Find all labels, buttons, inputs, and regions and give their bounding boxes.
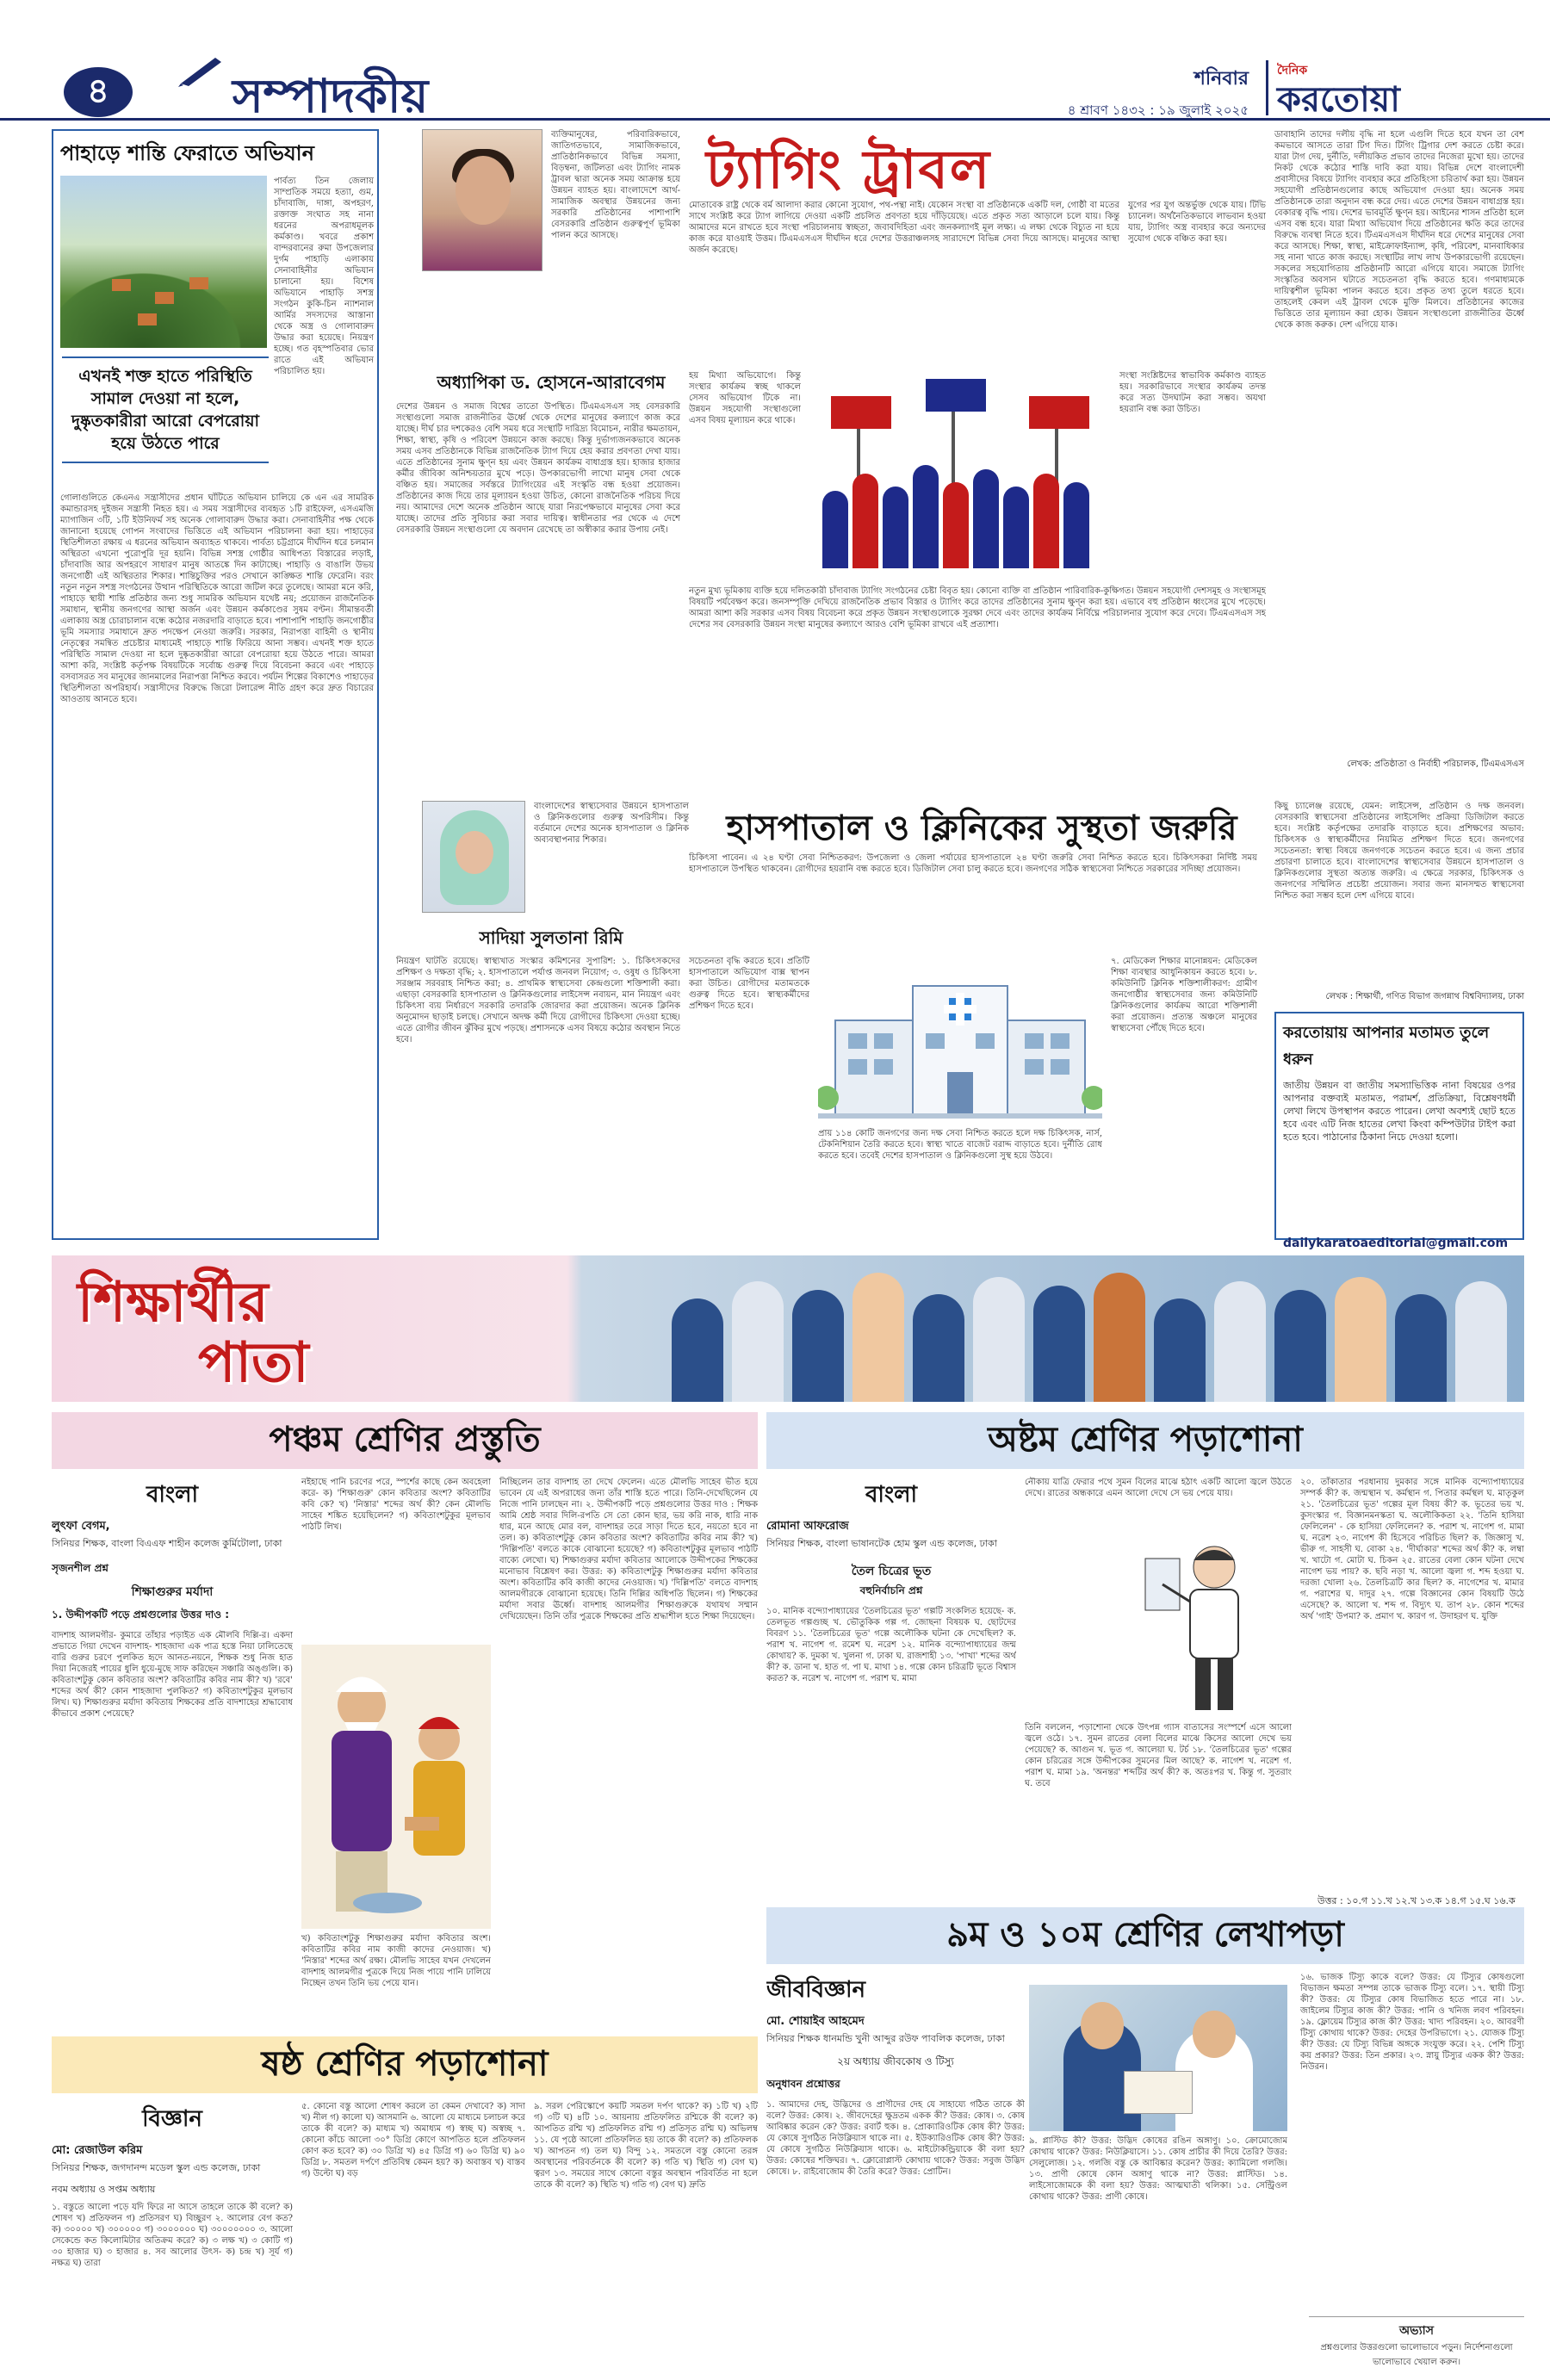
sidebar-text-body: গোলাগুলিতে কেএনএ সন্ত্রাসীদের প্রধান ঘাঁটিতে অভিযান চালিয়ে কে এন এর সামরিক কমান্ডারসহ দুইজন সন্ত্রাসী নিহত হয়। এ সময় সন্ত্রাসীদের ব্যবহৃত ১টি রাইফেল, এসএমজি ম্যাগাজিন ৩টি, ১টি ইউনিফর্ম সহ অনেক গোলাবারুদ উদ্ধার করা। সেনাবাহিনীর পক্ষ থেকে জানানো হয়েছে গোপন সংবাদের ভিত্তিতে এই অভিযান পরিচালনা করা হয়। পাহাড়ের স্থিতিশীলতা রক্ষায় এ ধরনের অভিযান অব্যাহত থাকবে। পার্বত্য চট্টগ্রামে দীর্ঘদিন ধরে চলমান অস্থিরতা এখনো পুরোপুরি দূর হয়নি। বিভিন্ন সশস্ত্র গোষ্ঠীর আধিপত্য বিস্তারের লড়াই, চাঁদাবাজি আর অপহরণে সাধারণ মানুষ আতঙ্কে দিন কাটাচ্ছে। পাহাড়ি ও বাঙালি উভয় জনগোষ্ঠী এই অস্থিরতার শিকার। শান্তিচুক্তির পরও সেখানে কাঙ্ক্ষিত শান্তি ফেরেনি। বরং নতুন নতুন সশস্ত্র সংগঠনের উত্থান পরিস্থিতিকে আরো জটিল করে তুলেছে। আমরা মনে করি, পাহাড়ে স্থায়ী শান্তি প্রতিষ্ঠার জন্য শুধু সামরিক অভিযান যথেষ্ট নয়; প্রয়োজন রাজনৈতিক সমাধান, স্থানীয় জনগণের আস্থা অর্জন এবং উন্নয়ন কর্মকাণ্ডের সুষম বণ্টন। সীমান্তবর্তী এলাকায় অস্ত্র চোরাচালান বন্ধে কঠোর নজরদারি বাড়াতে হবে। পাশাপাশি পাহাড়ি জনগোষ্ঠীর ভূমি সমস্যার সমাধানে দ্রুত পদক্ষেপ নেওয়া জরুরি। সরকার, নিরাপত্তা বাহিনী ও স্থানীয় নেতৃত্বের সমন্বিত প্রচেষ্টার মাধ্যমেই পাহাড়ে শান্তি ফিরিয়ে আনা সম্ভব। এখনই শক্ত হাতে পরিস্থিতি সামাল দেওয়া না হলে দুষ্কৃতকারীরা আরো বেপরোয়া হয়ে উঠতে পারে। আমরা আশা করি, সংশ্লিষ্ট কর্তৃপক্ষ বিষয়টিকে সর্বোচ্চ গুরুত্ব দিয়ে বিবেচনা করবে এবং পাহাড়ে বসবাসরত সব মানুষের জানমালের নিরাপত্তা নিশ্চিত করবে। পর্যটন শিল্পের বিকাশেও পাহাড়ের স্থিতিশীলতা অপরিহার্য। সন্ত্রাসীদের বিরুদ্ধে জিরো টলারেন্স নীতি গ্রহণ করে দ্রুত বিচারের আওতায় আনতে হবে। <box>60 493 374 704</box>
class5-lesson-title: শিক্ষাগুরুর মর্যাদা <box>131 1585 214 1599</box>
author-photo-1 <box>422 129 542 271</box>
editorial-2-right-column: কিছু চ্যালেঞ্জ রয়েছে, যেমন: লাইসেন্স, প্রতিষ্ঠান ও দক্ষ জনবল। বেসরকারি স্বাস্থ্যসেবা প্রতিষ্ঠানের লাইসেন্সিং প্রক্রিয়া ডিজিটাল করতে হবে। সংশ্লিষ্ট কর্তৃপক্ষের তদারকি বাড়াতে হবে। প্রশিক্ষণের অভাব: চিকিৎসক ও স্বাস্থ্যকর্মীদের নিয়মিত প্রশিক্ষণ দিতে হবে। জনগণের সচেতনতা: স্বাস্থ্য বিষয়ে জনগণকে সচেতন করতে হবে। এ জন্য প্রচার প্রচারণা চালাতে হবে। বাংলাদেশের স্বাস্থ্যসেবার উন্নয়নে হাসপাতাল ও ক্লিনিকগুলোর সুস্থতা অত্যন্ত জরুরি। এ ক্ষেত্রে সরকার, চিকিৎসক ও জনগণের সম্মিলিত প্রচেষ্টা প্রয়োজন। সবার জন্য মানসম্মত স্বাস্থ্যসেবা নিশ্চিত করা সম্ভব হলে দেশ এগিয়ে যাবে। <box>1274 802 1524 901</box>
sidebar-text-column: পার্বত্য তিন জেলায় সাম্প্রতিক সময়ে হত্যা, গুম, চাঁদাবাজি, দাঙ্গা, অপহরণ, রক্তাক্ত সংঘাত সহ নানা ধরনের অপরাধমূলক কর্মকাণ্ড। খবরে প্রকাশ বান্দরবানের রুমা উপজেলার দুর্গম পাহাড়ি এলাকায় সেনাবাহিনীর অভিযান চালানো হয়। বিশেষ অভিযানে পাহাড়ি সশস্ত্র সংগঠন কুকি-চিন ন্যাশনাল আর্মির সদস্যদের আস্তানা থেকে অস্ত্র ও গোলাবারুদ উদ্ধার করা হয়েছে। নিয়ন্ত্রণ হচ্ছে। গত বৃহস্পতিবার ভোর রাতে এই অভিযান পরিচালিত হয়। <box>274 177 374 376</box>
opinion-email-link[interactable]: dailykaratoaeditorial@gmail.com <box>1283 1236 1509 1250</box>
sidebar-pull-quote: এখনই শক্ত হাতে পরিস্থিতি সামাল দেওয়া না হলে, দুষ্কৃতকারীরা আরো বেপরোয়া হয়ে উঠতে পারে <box>62 356 269 463</box>
class8-column-3: ২০. তাঁকাতার পরধানায় দুমকার সঙ্গে মানিক বন্দ্যোপাধ্যায়ের সম্পর্ক কী? ক. জন্মস্থান খ. কর্মস্থান গ. পিতার কর্মস্থল ঘ. মাতৃকুল ২১. 'তৈলচিত্রের ভূত' গল্পের মূল বিষয় কী? ক. ভূতের ভয় খ. কুসংস্কার গ. বিজ্ঞানমনস্কতা ঘ. অলৌকিকতা ২২. 'তিনি হাসিয়া ফেলিলেন' - কে হাসিয়া ফেলিলেন? ক. পরাশ খ. নাগেশ গ. মামা ঘ. নরেশ ২৩. নাগেশ কী হিসেবে পরিচিত ছিল? ক. জিজ্ঞাসু খ. ভীরু গ. সাহসী ঘ. বোকা ২৪. 'দীর্ঘাকার' শব্দের অর্থ কী? ক. লম্বা খ. খাটো গ. মোটা ঘ. চিকন ২৫. রাতের বেলা কোন ঘটনা দেখে নাগেশ ভয় পায়? ক. ছবি নড়া খ. আলো জ্বলা গ. শব্দ হওয়া ঘ. দরজা খোলা ২৬. তৈলচিত্রটি কার ছিল? ক. নাগেশের খ. মামার গ. পরাশের ঘ. দাদুর ২৭. গল্পে বিজ্ঞানের কোন বিষয়টি উঠে এসেছে? ক. আলো খ. শব্দ গ. বিদ্যুৎ ঘ. তাপ ২৮. কোন শব্দের অর্থ 'গাই' উপমা? ক. প্রমাণ খ. কারণ গ. উদাহরণ ঘ. যুক্তি <box>1300 1478 1524 1621</box>
class8-author: রোমানা আফরোজ <box>766 1520 849 1533</box>
sidebar-headline: পাহাড়ে শান্তি ফেরাতে অভিযান <box>60 141 314 165</box>
editorial-2-signature: লেখক : শিক্ষার্থী, গণিত বিভাগ জগন্নাথ বিশ্ববিদ্যালয়, ঢাকা <box>1325 992 1524 1001</box>
class6-lesson: নবম অধ্যায় ও সপ্তম অধ্যায় <box>52 2184 156 2195</box>
editorial-1-text-b: দেশের উন্নয়ন ও সমাজ বিশ্বের তাতো উপস্থিত। টিএমএসএস সহ বেসরকারি সংস্থাগুলো সমাজ রাজনীতির ঊর্ধ্বে থেকে দেশের মানুষের কল্যাণে কাজ করে যাচ্ছে। দীর্ঘ চার দশকেরও বেশি সময় ধরে সংস্থাটি দারিদ্র্য বিমোচন, নারীর ক্ষমতায়ন, শিক্ষা, স্বাস্থ্য, কৃষি ও পরিবেশ উন্নয়নে কাজ করছে। কিন্তু দুর্ভাগ্যজনকভাবে অনেক সময় এসব প্রতিষ্ঠানকে বিভিন্ন রাজনৈতিক ট্যাগ দিয়ে হেয় করার প্রবণতা দেখা যায়। এতে প্রতিষ্ঠানের সুনাম ক্ষুণ্ন হয় এবং উন্নয়ন কার্যক্রম বাধাগ্রস্ত হয়। হাজার হাজার কর্মীর জীবিকা অনিশ্চয়তার মুখে পড়ে। উপকারভোগী লাখো মানুষ সেবা থেকে বঞ্চিত হয়। সমাজের সর্বস্তরে ট্যাগিংয়ের এই সংস্কৃতি বন্ধ হওয়া প্রয়োজন। প্রতিষ্ঠানের কাজ দিয়ে তার মূল্যায়ন হওয়া উচিত, কোনো রাজনৈতিক পরিচয় দিয়ে নয়। আমাদের দেশে অনেক প্রতিষ্ঠান আছে যারা নিরপেক্ষভাবে মানুষের সেবা করে যাচ্ছে। তাদের প্রতি সুবিচার করা সবার দায়িত্ব। স্বাধীনতার পর থেকে এ দেশে বেসরকারি উন্নয়ন সংস্থাগুলো যে অবদান রেখেছে তা অস্বীকার করার উপায় নেই। <box>396 402 680 535</box>
editorial-1-text-d: যুগের পর যুগ অন্তর্ভুক্ত থেকে যায়। টিভি চ্যানেল। অর্থনৈতিকভাবে লাভবান হওয়া যায়, ট্যাগিং অস্ত্র ব্যবহার করে অন্যদের সুযোগ থেকে বঞ্চিত করা হয়। <box>1128 201 1266 244</box>
class9-column-1 <box>766 1972 1025 2368</box>
editorial-1-text-a: ব্যক্তিমানুষের, পরিবারিকভাবে, জাতিগতভাবে, সামাজিকভাবে, প্রাতিষ্ঠানিকভাবে বিভিন্ন সমস্যা, বিড়ম্বনা, জটিলতা এবং ট্যাগিং নামক ট্রাবল দ্বারা অনেক সময় আক্রান্ত হয়ে উন্নয়ন ব্যাহত হয়। বাংলাদেশে আর্থ-সামাজিক অবস্থার উন্নয়নের জন্য সরকারি প্রতিষ্ঠানের পাশাপাশি বেসরকারি প্রতিষ্ঠান গুরুত্বপূর্ণ ভূমিকা পালন করে আসছে। <box>551 130 680 240</box>
section-title: সম্পাদকীয় <box>232 68 429 123</box>
class5-column-2-top: নইহাছে পানি চরণের পরে, স্পর্শের কাছে কেন অবহেলা করে- ক) 'শিক্ষাগুরু' কোন কবিতার অংশ? কবিতাটির কবি কে? খ) 'নিস্তার' শব্দের অর্থ কী? কেন মৌলভি সাহেব শঙ্কিত হয়েছিলেন? গ) কবিতাংশটুকুর মূলভাব পাঠটি লিখ। <box>301 1478 491 1532</box>
class6-subject: বিজ্ঞান <box>142 2106 202 2132</box>
hill-landscape-photo <box>60 176 267 348</box>
class5-column-1-text: বাদশাহ আলমগীর- কুমারে তাঁহার পড়াইত এক মৌলবি দিল্লি-র। একদা প্রভাতে গিয়া দেখেন বাদশাহ- শাহজাদা এক পাত্র হস্তে নিয়া ঢালিতেছে বারি গুরুর চরণে পুলকিত হৃদে আনত-নয়নে, শিক্ষক শুধু নিজ হাত দিয়া নিজেরই পায়ের ধুলি ধুয়ে-মুছে সাফ করিছেন সঞ্চারি অঙ্গুলি। ক) কবিতাংশটুকু কোন কবিতার অংশ? কবিতাটির কবির নাম কী? খ) 'রবে' শব্দের অর্থ কী? কোন শাহজাদা পুলকিত? গ) কবিতাংশটুকুর মূলভাব লিখ। ঘ) শিক্ষাগুরুর মর্যাদা কবিতায় শিক্ষকের প্রতি বাদশাহের শ্রদ্ধাবোধ কীভাবে প্রকাশ পেয়েছে? <box>52 1631 293 1719</box>
editorial-2-text-a: বাংলাদেশের স্বাস্থ্যসেবার উন্নয়নে হাসপাতাল ও ক্লিনিকগুলোর গুরুত্ব অপরিসীম। কিন্তু বর্তমানে দেশের অনেক হাসপাতাল ও ক্লিনিক অব্যবস্থাপনার শিকার। <box>534 802 689 845</box>
editorial-1-text-c: মোতাবেক রাষ্ট্র থেকে বর্ম আলাদা করার কোনো সুযোগ, পথ-পন্থা নাই। যেকোন সংস্থা বা প্রতিষ্ঠানকে একটি দল, গোষ্ঠী বা মতের সাথে সংশ্লিষ্ট করে ট্যাগ লাগিয়ে দেওয়া একটি প্রচলিত প্রবণতা হয়ে দাঁড়িয়েছে। এতে প্রকৃত সত্য আড়ালে চলে যায়। কিন্তু আমাদের মনে রাখতে হবে সংস্থা পরিচালনায় স্বচ্ছতা, জবাবদিহিতা এবং জনকল্যাণই মূল লক্ষ্য। এ লক্ষ্য থেকে বিচ্যুত না হয়ে কাজ করে যাওয়াই উত্তম। টিএমএসএস দীর্ঘদিন ধরে দেশের উত্তরাঞ্চলসহ সারাদেশে বিভিন্ন সেবা দিয়ে আসছে। মানুষের আস্থা অর্জন করেছে। <box>689 201 1119 255</box>
opinion-box <box>1274 1012 1524 1250</box>
student-page-title <box>78 1270 309 1395</box>
class5-subject: বাংলা <box>146 1482 199 1508</box>
class5-heading: পঞ্চম শ্রেণির প্রস্তুতি <box>52 1412 758 1469</box>
class6-author-role: সিনিয়র শিক্ষক, জগদানন্দ মডেল স্কুল এন্ড কলেজ, ঢাকা <box>52 2162 261 2173</box>
class9-author: মো. শোয়াইব আহমেদ <box>766 2015 865 2028</box>
class6-heading: ষষ্ঠ শ্রেণির পড়াশোনা <box>52 2036 758 2093</box>
editorial-1-text-e: হয় মিথ্যা অভিযোগে। কিন্তু সংস্থার কার্যক্রম স্বচ্ছ থাকলে সেসব অভিযোগ টিকে না। উন্নয়ন সহযোগী সংস্থাগুলো এসব বিষয় মূল্যায়ন করে থাকে। <box>689 371 801 425</box>
class6-column-1-text: ১. বস্তুতে আলো পড়ে যদি ফিরে না আসে তাহলে তাকে কী বলে? ক) শোষণ খ) প্রতিফলন গ) প্রতিসরণ ঘ) বিচ্ছুরণ ২. আলোর বেগ কত? ক) ৩০০০০ খ) ৩০০০০০ গ) ৩০০০০০০ ঘ) ৩০০০০০০০ ৩. আলো সেকেন্ডে কত কিলোমিটার অতিক্রম করে? ক) ৩ লক্ষ খ) ৩ কোটি গ) ৩০ হাজার ঘ) ৩ হাজার ৪. সব আলোর উৎস- ক) চন্দ্র খ) সূর্য গ) নক্ষত্র ঘ) তারা <box>52 2203 293 2268</box>
class8-column-1-text: ১০. মানিক বন্দ্যোপাধ্যায়ের 'তৈলচিত্রের ভূত' গল্পটি সংকলিত হয়েছে- ক. তেলভূত গল্পগুচ্ছ খ. ভৌতুকিক গল্প গ. জোছনা বিষয়ক ঘ. ছোটদের বিবরণ ১১. 'তৈলচিত্রের ভূত' গল্পে অলৌকিক ঘটনা কে দেখেছিল? ক. পরাশ খ. নাগেশ গ. রমেশ ঘ. নরেশ ১২. মানিক বন্দ্যোপাধ্যায়ের জন্ম কোথায়? ক. দুমকা খ. খুলনা গ. ঢাকা ঘ. রাজশাহী ১৩. 'পাখা' শব্দের অর্থ কী? ক. ডানা খ. হাত গ. পা ঘ. মাথা ১৪. গল্পে কোন চরিত্রটি ভূতে বিশ্বাস করত? ক. নরেশ খ. নাগেশ গ. পরাশ ঘ. মামা <box>766 1607 1016 1683</box>
opinion-title: করতোয়ায় আপনার মতামত তুলে ধরুন <box>1283 1024 1490 1069</box>
editorial-1-text-f: সংস্থা সংশ্লিষ্টদের স্বাভাবিক কর্মকাণ্ড ব্যাহত হয়। সরকারিভাবে সংস্থার কার্যক্রম তদন্ত করে সত্য উদঘাটন করা সম্ভব। অযথা হয়রানি বন্ধ করা উচিত। <box>1119 371 1266 414</box>
class8-answers: উত্তর : ১০.গ ১১.খ ১২.খ ১৩.ক ১৪.গ ১৫.ঘ ১৬.ক <box>1318 1895 1516 1906</box>
hospital-illustration <box>818 960 1102 1124</box>
class9-column-2: ৯. প্লাস্টিড কী? উত্তর: উদ্ভিদ কোষের রঙিন অঙ্গাণু। ১০. ক্রোমোজোম কোথায় থাকে? উত্তর: নিউক্লিয়াসে। ১১. কোষ প্রাচীর কী দিয়ে তৈরি? উত্তর: সেলুলোজ। ১২. গলজি বস্তু কে আবিষ্কার করেন? উত্তর: ক্যামিলো গলজি। ১৩. প্রাণী কোষে কোন অঙ্গাণু থাকে না? উত্তর: প্লাস্টিড। ১৪. লাইসোজোমকে কী বলা হয়? উত্তর: আত্মঘাতী থলিকা। ১৫. সেন্ট্রিওল কোথায় থাকে? উত্তর: প্রাণী কোষে। <box>1029 2136 1287 2202</box>
student-title-line2: পাতা <box>198 1330 309 1395</box>
footer-box <box>1309 2316 1524 2368</box>
editorial-2-byline: সাদিয়া সুলতানা রিমি <box>479 927 623 948</box>
editorial-2-text-f: প্রায় ১১৪ কোটি জনগণের জন্য দক্ষ সেবা নিশ্চিত করতে হলে দক্ষ চিকিৎসক, নার্স, টেকনিশিয়ান তৈরি করতে হবে। স্বাস্থ্য খাতে বাজেট বরাদ্দ বাড়াতে হবে। দুর্নীতি রোধ করতে হবে। তবেই দেশের হাসপাতাল ও ক্লিনিকগুলো সুস্থ হয়ে উঠবে। <box>818 1129 1102 1161</box>
class6-author: মো: রেজাউল করিম <box>52 2144 143 2157</box>
class8-lesson: তৈল চিত্রের ভূত <box>851 1565 932 1578</box>
class9-subject: জীববিজ্ঞান <box>766 1977 866 2003</box>
teacher-student-illustration <box>301 1645 491 1929</box>
class6-column-3: ৯. সরল পেরিস্কোপে কয়টি সমতল দর্পণ থাকে? ক) ১টি খ) ২টি গ) ৩টি ঘ) ৪টি ১০. আয়নায় প্রতিফলিত রশ্মিকে কী বলে? ক) আপতিত রশ্মি খ) প্রতিফলিত রশ্মি গ) প্রতিসৃত রশ্মি ঘ) অভিলম্ব ১১. যে পৃষ্ঠে আলো প্রতিফলিত হয় তাকে কী বলে? ক) প্রতিফলক খ) আপতন গ) তল ঘ) বিন্দু ১২. সমতলে বস্তু কোনো তরঙ্গ অবস্থানের পরিবর্তনকে কী বলে? ক) গতি খ) স্থিতি গ) বেগ ঘ) ত্বরণ ১৩. সময়ের সাথে কোনো বস্তুর অবস্থান পরিবর্তিত না হলে তাকে কী বলে? ক) স্থিতি খ) গতি গ) বেগ ঘ) দ্রুতি <box>534 2102 758 2190</box>
protest-illustration <box>805 370 1115 568</box>
page-number: ৪ <box>64 67 133 117</box>
editorial-2-headline: হাসপাতাল ও ক্লিনিকের সুস্থতা জরুরি <box>726 808 1237 848</box>
sidebar-article <box>52 129 379 1240</box>
students-reading-photo <box>1029 1985 1287 2131</box>
date-line: ৪ শ্রাবণ ১৪৩২ : ১৯ জুলাই ২০২৫ <box>1067 102 1249 118</box>
class9-author-role: সিনিয়র শিক্ষক ধানমন্ডি খুনী আব্দুর রউফ পাবলিক কলেজ, ঢাকা <box>766 2033 1005 2044</box>
class5-author-role: সিনিয়র শিক্ষক, বাংলা বিএএফ শাহীন কলেজ কুর্মিটোলা, ঢাকা <box>52 1538 282 1549</box>
boy-illustration <box>1128 1524 1292 1722</box>
class9-column-3: ১৬. ভাজক টিস্যু কাকে বলে? উত্তর: যে টিস্যুর কোষগুলো বিভাজন ক্ষমতা সম্পন্ন তাকে ভাজক টিস্যু বলে। ১৭. স্থায়ী টিস্যু কী? উত্তর: যে টিস্যুর কোষ বিভাজিত হতে পারে না। ১৮. জাইলেম টিস্যুর কাজ কী? উত্তর: পানি ও খনিজ লবণ পরিবহন। ১৯. ফ্লোয়েম টিস্যুর কাজ কী? উত্তর: খাদ্য পরিবহন। ২০. আবরণী টিস্যু কোথায় থাকে? উত্তর: দেহের উপরিভাগে। ২১. যোজক টিস্যু কী? উত্তর: যে টিস্যু বিভিন্ন অঙ্গকে সংযুক্ত করে। ২২. পেশি টিস্যু কয় প্রকার? উত্তর: তিন প্রকার। ২৩. স্নায়ু টিস্যুর একক কী? উত্তর: নিউরন। <box>1300 1973 1524 2072</box>
class5-lesson: সৃজনশীল প্রশ্ন <box>52 1562 108 1574</box>
class5-column-2-bottom: খ) কবিতাংশটুকু শিক্ষাগুরুর মর্যাদা কবিতার অংশ। কবিতাটির কবির নাম কাজী কাদের নেওয়াজ। খ) 'নিস্তার' শব্দের অর্থ রক্ষা। মৌলভি সাহেব যখন দেখলেন বাদশাহ আলমগীর পুত্রকে দিয়ে নিজ পায়ে পানি ঢালিয়ে নিচ্ছেন তখন তিনি ভয় পেয়ে যান। <box>301 1934 491 1988</box>
class5-author: লুৎফা বেগম, <box>52 1520 110 1533</box>
editorial-2-text-b: নিয়ন্ত্রণ ঘাটতি রয়েছে। স্বাস্থ্যখাত সংস্কার কমিশনের সুপারিশ: ১. চিকিৎসকদের প্রশিক্ষণ ও দক্ষতা বৃদ্ধি; ২. হাসপাতালে পর্যাপ্ত জনবল নিয়োগ; ৩. ওষুধ ও চিকিৎসা সরঞ্জাম সরবরাহ নিশ্চিত করা; ৪. প্রাথমিক স্বাস্থ্যসেবা কেন্দ্রগুলো শক্তিশালী করা। এছাড়া বেসরকারি হাসপাতাল ও ক্লিনিকগুলোর লাইসেন্স নবায়ন, মান নিয়ন্ত্রণ এবং চিকিৎসা ব্যয় নির্ধারণে সরকারি তদারকি জোরদার করা প্রয়োজন। অনেক ক্লিনিক অনুমোদন ছাড়াই চলছে। সেখানে অদক্ষ কর্মী দিয়ে রোগীদের চিকিৎসা দেওয়া হচ্ছে। এতে রোগীর জীবন ঝুঁকির মুখে পড়ছে। প্রশাসনকে এসব বিষয়ে কঠোর অবস্থান নিতে হবে। <box>396 957 680 1044</box>
class6-column-2: ৫. কোনো বস্তু আলো শোষণ করলে তা কেমন দেখাবে? ক) সাদা খ) নীল গ) কালো ঘ) আসমানি ৬. আলো যে মাধ্যমে চলাচল করে তাকে কী বলে? ক) মাধ্যম খ) অমাধ্যম গ) স্বচ্ছ ঘ) অস্বচ্ছ ৭. কোনো কাঁচে আলো ৩০° ডিগ্রি কোণে আপতিত হলে প্রতিফলন কোণ কত হবে? ক) ৩০ ডিগ্রি খ) ৪৫ ডিগ্রি গ) ৬০ ডিগ্রি ঘ) ৯০ ডিগ্রি ৮. সমতল দর্পণে প্রতিবিম্ব কেমন হয়? ক) অবাস্তব খ) বাস্তব গ) উল্টো ঘ) বড় <box>301 2102 525 2179</box>
opinion-body: জাতীয় উন্নয়ন বা জাতীয় সমস্যাভিত্তিক নানা বিষয়ের ওপর আপনার বক্তব্যই মতামত, পরামর্শ, প্রতিক্রিয়া, বিশ্লেষণধর্মী লেখা লিখে উপস্থাপন করতে পারেন। লেখা অবশ্যই ছোট হতে হবে এবং এটি নিজ হাতের লেখা কিংবা কম্পিউটার টাইপ করা হতে হবে। পাঠানোর ঠিকানা নিচে দেওয়া হলো। <box>1283 1080 1516 1143</box>
class8-column-2-top: নৌকায় যাত্রি ফেরার পথে সুমন বিলের মাঝে হঠাৎ একটি আলো জ্বলে উঠতে দেখে। রাতের অন্ধকারে এমন আলো দেখে সে ভয় পেয়ে যায়। <box>1025 1478 1292 1498</box>
paper-prefix: দৈনিক <box>1277 64 1308 77</box>
editorial-1-headline: ট্যাগিং ট্রাবল <box>706 138 992 201</box>
student-title-line1: শিক্ষার্থীর <box>78 1270 269 1335</box>
class9-lesson-sub: অনুধাবন প্রশ্নোত্তর <box>766 2078 840 2090</box>
date-block <box>1068 64 1249 122</box>
class9-heading: ৯ম ও ১০ম শ্রেণির লেখাপড়া <box>766 1907 1524 1964</box>
class8-heading: অষ্টম শ্রেণির পড়াশোনা <box>766 1412 1524 1469</box>
class8-subject: বাংলা <box>865 1482 918 1508</box>
footer-body: প্রশ্নগুলোর উত্তরগুলো ভালোভাবে পড়ুন। নির্দেশনাগুলো ভালোভাবে খেয়াল করুন। <box>1320 2343 1513 2367</box>
editorial-1-text-g: নতুন মুখ্য ভূমিকায় ব্যক্তি হয়ে দলিতকারী চাঁদাবাজ ট্যাগিং সংগঠনের চেষ্টা বিবৃত হয়। কোনো ব্যক্তি বা প্রতিষ্ঠান পারিবারিক-কুক্ষিগত। উন্নয়ন সহযোগী দেশসমূহ ও সংস্থাসমূহ বিষয়টি পর্যবেক্ষণ করে। জনসম্পৃক্তি দেখিয়ে রাজনৈতিক প্রভাব বিস্তার ও ট্যাগিং করে তাদের প্রতিষ্ঠানের সুনাম ক্ষুণ্ন করা হয়। এভাবে বহু প্রতিষ্ঠান ধ্বংসের মুখে পড়েছে। আমরা আশা করি সরকার এসব বিষয় বিবেচনা করে প্রকৃত উন্নয়ন সংস্থাগুলোকে সুরক্ষা দেবে এবং তাদের কার্যক্রম নির্বিঘ্নে পরিচালনার সুযোগ করে দেবে। টিএমএসএস সহ দেশের সব বেসরকারি উন্নয়ন সংস্থা মানুষের কল্যাণে আরও বেশি ভূমিকা রাখবে এই প্রত্যাশা। <box>689 586 1266 629</box>
pen-icon <box>177 53 228 88</box>
paper-name: করতোয়া <box>1277 79 1400 120</box>
editorial-1-byline: অধ্যাপিকা ড. হোসনে-আরাবেগম <box>437 372 666 393</box>
editorial-1-signature: লেখক: প্রতিষ্ঠাতা ও নির্বাহী পরিচালক, টিএমএসএস <box>1347 759 1524 769</box>
class6-column-1 <box>52 2101 293 2368</box>
date-day: শনিবার <box>1194 68 1249 90</box>
class5-q1: ১. উদ্দীপকটি পড়ে প্রশ্নগুলোর উত্তর দাও : <box>52 1608 230 1621</box>
paper-logo <box>1266 60 1498 120</box>
class5-column-3: নিচ্ছিলেন তার বাদশাহ তা দেখে ফেলেন। এতে মৌলভি সাহেব ভীত হয়ে ভাবেন যে এই অপরাধের জন্য তাঁর শাস্তি হতে পারে। তিনি-দেখেছিলেন যে নিজে পানি ঢালছেন না। ২. উদ্দীপকটি পড়ে প্রশ্নগুলোর উত্তর দাও : শিক্ষক আমি শ্রেষ্ঠ সবার দিলি-রপতি সে তো কোন ছার, ভয় করি নাক, ধারি নাক ধার, মনে আছে মোর বল, বাদশাহর তরে সাড়া দিতে হবে, নয়তো হবে না তল। ক) কবিতাংশটুকু কোন কবিতার অংশ? কবিতাটির কবির নাম কী? খ) 'দিল্লিপতি' বলতে কাকে বোঝানো হয়েছে? গ) কবিতাংশটুকুর মূলভাব পাঠটি বাক্যে লেখো। ঘ) শিক্ষাগুরুর মর্যাদা কবিতার আলোকে উদ্দীপকের শিক্ষকের মনোভাব বিশ্লেষণ কর। উত্তর: ক) কবিতাংশটুকু শিক্ষাগুরুর মর্যাদা কবিতার অংশ। কবিতাটির কবি কাজী কাদের নেওয়াজ। খ) 'দিল্লিপতি' বলতে বাদশাহ আলমগীরকে বোঝানো হয়েছে। তিনি দিল্লির অধিপতি ছিলেন। গ) শিক্ষকের মর্যাদা সবার ঊর্ধ্বে। বাদশাহ আলমগীর শিক্ষাগুরুকে যথাযথ সম্মান দেখিয়েছেন। তিনি তাঁর পুত্রকে শিক্ষকের প্রতি শ্রদ্ধাশীল হতে শিক্ষা দিয়েছেন। <box>499 1478 758 1621</box>
editorial-2-text-c: চিকিৎসা পাবেন। এ ২৪ ঘণ্টা সেবা নিশ্চিতকরণ: উপজেলা ও জেলা পর্যায়ের হাসপাতালে ২৪ ঘণ্টা জরুরি সেবা নিশ্চিত করতে হবে। চিকিৎসকরা নির্দিষ্ট সময় হাসপাতালে উপস্থিত থাকবেন। রোগীদের হয়রানি বন্ধ করতে হবে। ডিজিটাল সেবা চালু করতে হবে। জনগণের সঠিক স্বাস্থ্যসেবা নিশ্চিতে সরকারের সদিচ্ছা প্রয়োজন। <box>689 853 1257 874</box>
editorial-2-text-e: ৭. মেডিকেল শিক্ষার মানোন্নয়ন: মেডিকেল শিক্ষা ব্যবস্থার আধুনিকায়ন করতে হবে। ৮. কমিউনিটি ক্লিনিক শক্তিশালীকরণ: গ্রামীণ জনগোষ্ঠীর স্বাস্থ্যসেবার জন্য কমিউনিটি ক্লিনিকগুলোর কার্যক্রম আরো শক্তিশালী করা প্রয়োজন। প্রত্যন্ত অঞ্চলে মানুষের স্বাস্থ্যসেবা পৌঁছে দিতে হবে। <box>1111 957 1257 1033</box>
author-photo-2 <box>422 801 525 913</box>
student-page-banner <box>52 1255 1524 1402</box>
class8-lesson-sub: বহুনির্বাচনি প্রশ্ন <box>859 1584 923 1596</box>
class8-author-role: সিনিয়র শিক্ষক, বাংলা ভাষানটেক হোম স্কুল এন্ড কলেজ, ঢাকা <box>766 1538 997 1549</box>
class8-column-1 <box>766 1477 1016 1899</box>
class8-column-2-bottom: তিনি বললেন, পড়াশোনা থেকে উৎপন্ন গ্যাস বাতাসের সংস্পর্শে এসে আলো জ্বলে ওঠে। ১৭. সুমন রাতের বেলা বিলের মাঝে কিসের আলো দেখে ভয় পেয়েছে? ক. আগুন খ. ভূত গ. আলেয়া ঘ. টর্চ ১৮. 'তৈলচিত্রের ভূত' গল্পের কোন চরিত্রের সঙ্গে উদ্দীপকের সুমনের মিল আছে? ক. নাগেশ খ. নরেশ গ. পরাশ ঘ. মামা ১৯. 'অনন্তর' শব্দটির অর্থ কী? ক. অতঃপর খ. কিন্তু গ. সুতরাং ঘ. তবে <box>1025 1723 1292 1788</box>
class5-column-1 <box>52 1477 293 2028</box>
editorial-1-right-column: ডাবাহানি তাদের দলীয় বৃদ্ধি না হলে এগুলি দিতে হবে যখন তা বেশ কমভাবে আসতে তারা টিগ দিত। টিগিং ট্রিগার দেশ করতে চেষ্টা করে। যারা টাগ দেয়, দুর্নীতি, দলীয়কিত প্রভাব তাদের নিজেরা মুখো হয়। তাদের নিকট থেকে কঠোর শাস্তি দাবি করা যায়। বিভিন্ন দেশে বাংলাদেশী প্রবাসীদের বিষয়ে ট্যাগিং ব্যবহার করে প্রতিহিংসা চরিতার্থ করা হয়। উন্নয়ন সহযোগী প্রতিষ্ঠানগুলোর কাছে অভিযোগ দেওয়া হয়। অনেক সময় প্রতিষ্ঠানকে তারা অনুদান বন্ধ করে দেয়। এতে দেশের উন্নয়ন বাধাগ্রস্ত হয়। বেকারত্ব বৃদ্ধি পায়। দেশের ভাবমূর্তি ক্ষুণ্ন হয়। আইনের শাসন প্রতিষ্ঠা হলে এসব বন্ধ হবে। যারা মিথ্যা অভিযোগ দিয়ে প্রতিষ্ঠানের ক্ষতি করে তাদের বিরুদ্ধে ব্যবস্থা নিতে হবে। টিএমএসএস দীর্ঘদিন ধরে দেশের মানুষের সেবা করে আসছে। শিক্ষা, স্বাস্থ্য, মাইক্রোফাইন্যান্স, কৃষি, পরিবেশ, মানবাধিকার সহ নানা খাতে কাজ করছে। সংস্থাটির লাখ লাখ উপকারভোগী রয়েছেন। সকলের সহযোগিতায় প্রতিষ্ঠানটি আরো এগিয়ে যাবে। সমাজে ট্যাগিং সংস্কৃতির অবসান ঘটাতে সচেতনতা বৃদ্ধি করতে হবে। গণমাধ্যমকে দায়িত্বশীল ভূমিকা পালন করতে হবে। প্রকৃত তথ্য তুলে ধরতে হবে। তাহলেই কেবল এই ট্রাবল থেকে মুক্তি মিলবে। প্রতিষ্ঠানের কাজের ভিত্তিতে তার মূল্যায়ন করা হোক। উন্নয়ন সংস্থাগুলো রাজনীতির ঊর্ধ্বে থেকে কাজ করুক। দেশ এগিয়ে যাক। <box>1274 130 1524 330</box>
masthead <box>0 0 1550 121</box>
footer-title: অভ্যাস <box>1399 2324 1434 2338</box>
editorial-2-text-d: সচেতনতা বৃদ্ধি করতে হবে। প্রতিটি হাসপাতালে অভিযোগ বাক্স স্থাপন করা উচিত। রোগীদের মতামতকে গুরুত্ব দিতে হবে। স্বাস্থ্যকর্মীদের প্রশিক্ষণ দিতে হবে। <box>689 957 809 1011</box>
class9-column-1-text: ১. আমাদের দেহ, উদ্ভিদের ও প্রাণীদের দেহ যে সাহায্যে গঠিত তাকে কী বলে? উত্তর: কোষ। ২. জীবদেহের ক্ষুদ্রতম একক কী? উত্তর: কোষ। ৩. কোষ আবিষ্কার করেন কে? উত্তর: রবার্ট হুক। ৪. প্রোক্যারিওটিক কোষ কী? উত্তর: যে কোষে সুগঠিত নিউক্লিয়াস থাকে না। ৫. ইউক্যারিওটিক কোষ কী? উত্তর: যে কোষে সুগঠিত নিউক্লিয়াস থাকে। ৬. মাইটোকন্ড্রিয়াকে কী বলা হয়? উত্তর: কোষের শক্তিঘর। ৭. ক্লোরোপ্লাস্ট কোথায় থাকে? উত্তর: সবুজ উদ্ভিদ কোষে। ৮. রাইবোজোম কী তৈরি করে? উত্তর: প্রোটিন। <box>766 2100 1025 2177</box>
class9-lesson: ২য় অধ্যায় জীবকোষ ও টিস্যু <box>837 2055 954 2067</box>
